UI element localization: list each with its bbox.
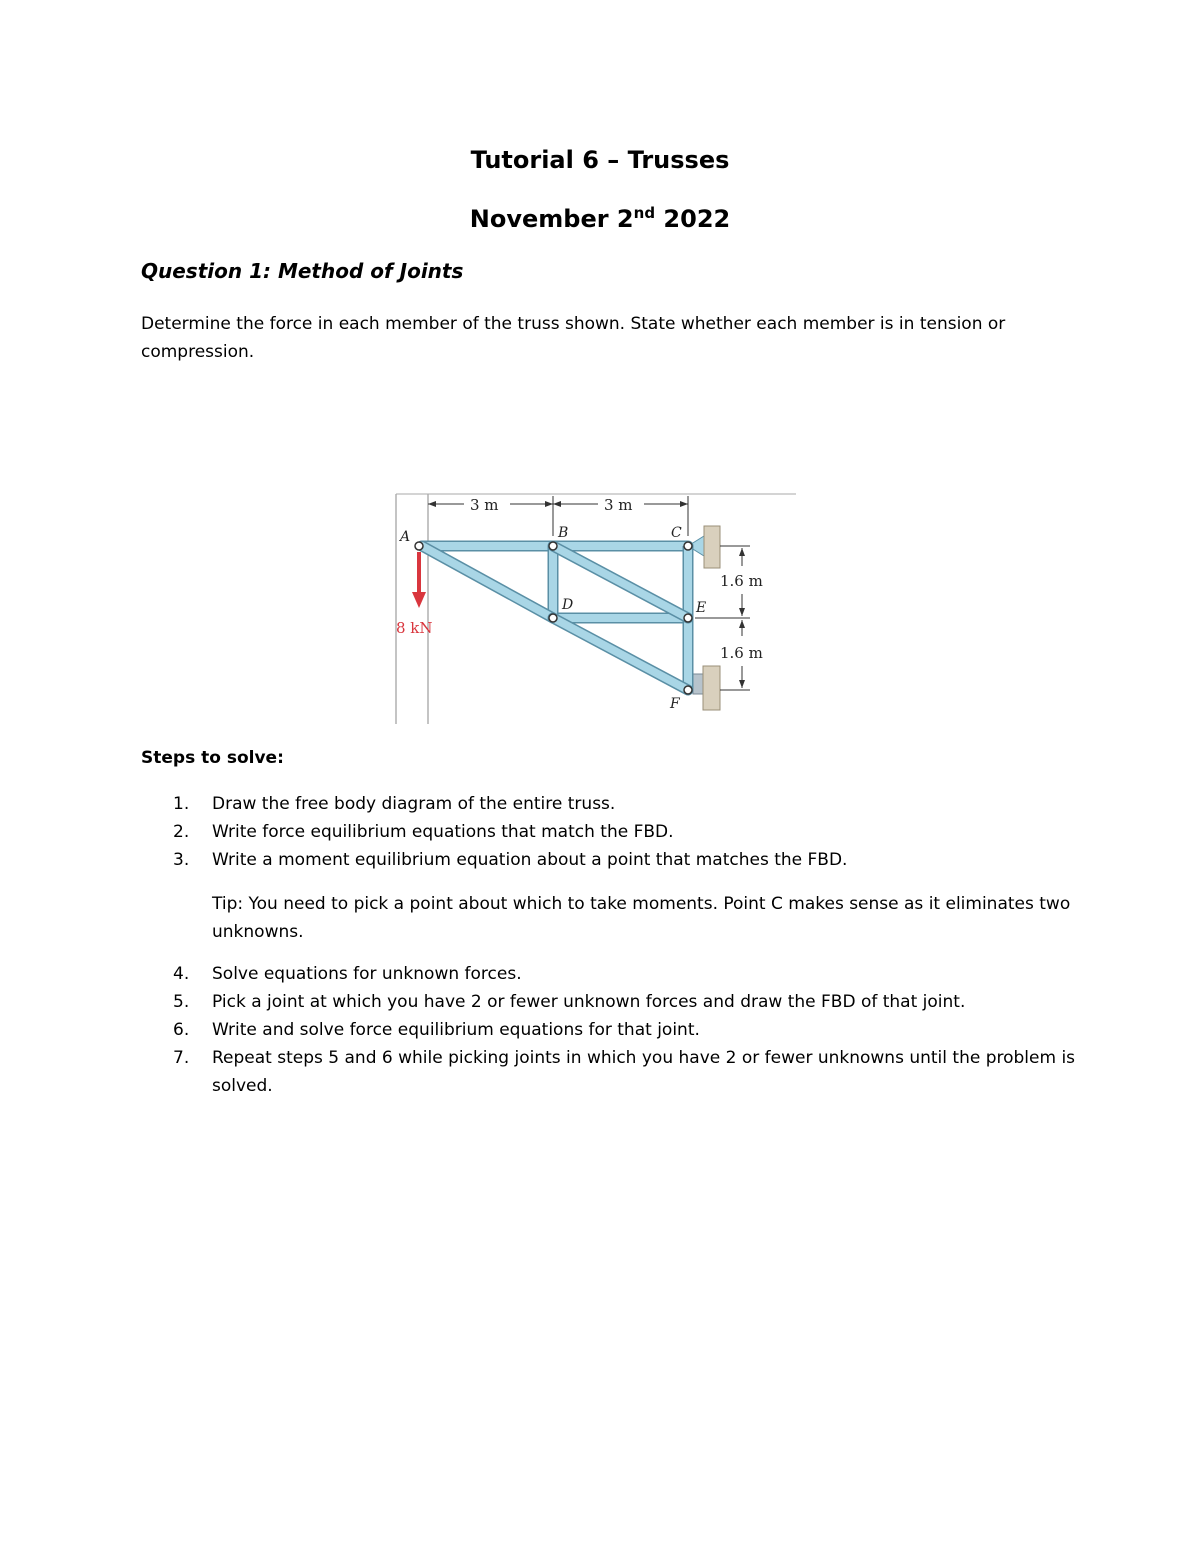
dim-label-top-right: 3 m [604, 496, 633, 514]
step-text: Write force equilibrium equations that match the FBD. [212, 822, 674, 842]
question-heading: Question 1: Method of Joints [141, 259, 464, 283]
step-text: Draw the free body diagram of the entire truss. [212, 794, 616, 814]
load-label: 8 kN [396, 619, 433, 637]
step-number: 5. [173, 992, 190, 1012]
joint-label-d: D [562, 597, 574, 613]
step-text: Pick a joint at which you have 2 or fewer unknown forces and draw the FBD of that joint. [212, 992, 966, 1012]
joint-label-f: F [670, 696, 680, 712]
step-item [141, 790, 1081, 818]
dim-label-top-left: 3 m [470, 496, 499, 514]
dim-label-right-upper: 1.6 m [720, 572, 763, 590]
step-text: Solve equations for unknown forces. [212, 964, 522, 984]
page-date [0, 204, 1200, 233]
tip-note: Tip: You need to pick a point about which to take moments. Point C makes sense as it eliminates two unknowns. [212, 894, 1071, 942]
roller-support-f [693, 666, 720, 710]
joint-label-a: A [400, 529, 411, 545]
step-item [141, 1044, 1081, 1100]
date-superscript: nd [633, 204, 656, 222]
truss-figure [390, 486, 810, 730]
step-number: 2. [173, 822, 190, 842]
step-text: Write and solve force equilibrium equations for that joint. [212, 1020, 700, 1040]
truss-diagram [390, 486, 810, 730]
step-number: 4. [173, 964, 190, 984]
dim-label-right-lower: 1.6 m [720, 644, 763, 662]
steps-heading: Steps to solve: [141, 748, 284, 768]
joint-label-b: B [558, 525, 569, 541]
step-item [141, 818, 1081, 846]
step-number: 1. [173, 794, 190, 814]
step-text: Write a moment equilibrium equation about a point that matches the FBD. [212, 850, 848, 870]
step-item [141, 846, 1081, 874]
step-number: 3. [173, 850, 190, 870]
step-number: 6. [173, 1020, 190, 1040]
steps-list [141, 790, 1081, 1100]
load-arrow [412, 552, 426, 608]
step-number: 7. [173, 1048, 190, 1068]
date-suffix: 2022 [655, 205, 731, 233]
step-item [141, 988, 1081, 1016]
step-item [141, 1016, 1081, 1044]
page-title: Tutorial 6 – Trusses [470, 146, 730, 174]
step-text: Repeat steps 5 and 6 while picking joints in which you have 2 or fewer unknowns until the problem is solved. [212, 1048, 1076, 1096]
joint-label-c: C [671, 525, 682, 541]
date-prefix: November 2 [469, 205, 634, 233]
question-prompt: Determine the force in each member of the truss shown. State whether each member is in tension or compression. [141, 314, 1006, 362]
joint-label-e: E [696, 600, 707, 616]
step-item [141, 960, 1081, 988]
